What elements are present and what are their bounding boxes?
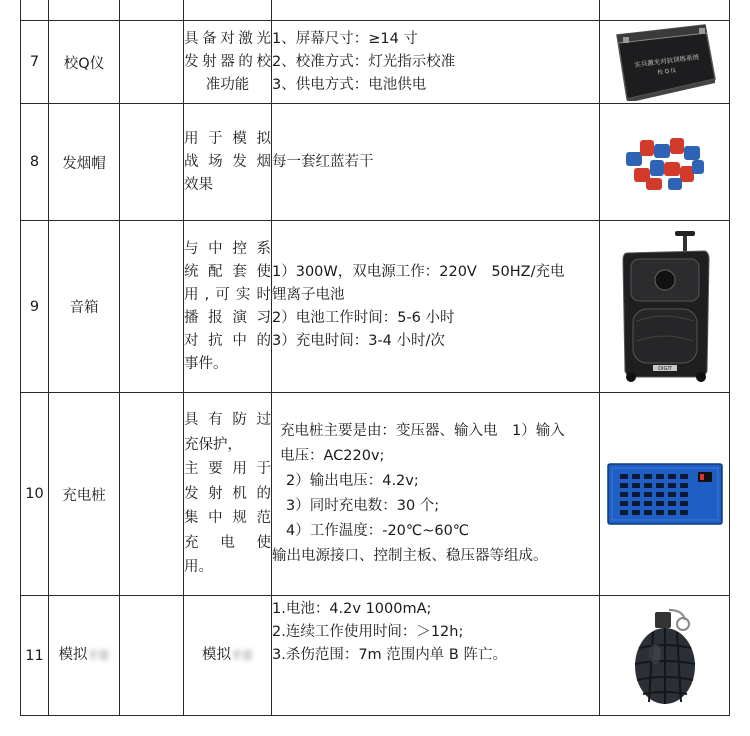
image-cell: [600, 393, 730, 596]
charging-port: [656, 510, 664, 515]
charging-port: [680, 492, 688, 497]
charging-port: [632, 501, 640, 506]
charging-port: [632, 483, 640, 488]
function-cell: 具有防过 充保护， 主要用于 发射机的 集中规范 充 电 使 用。: [184, 393, 272, 596]
model-cell: [120, 21, 184, 104]
image-cell: [600, 596, 730, 716]
charging-port: [632, 510, 640, 515]
equipment-name: 音箱: [49, 221, 120, 393]
model-cell: [120, 104, 184, 221]
case-sublabel: 校 Q 仪: [656, 67, 677, 77]
charging-port: [632, 474, 640, 479]
charging-station-image: [606, 462, 724, 526]
grenade-image: [625, 604, 705, 708]
row-index: 10: [21, 393, 49, 596]
charging-port: [656, 483, 664, 488]
function-cell: 模拟手雷: [184, 596, 272, 716]
speaker-image: [617, 231, 713, 383]
charging-port: [668, 501, 676, 506]
function-cell: 具备对激光 发射器的校 准功能: [184, 21, 272, 104]
row-index: 11: [21, 596, 49, 716]
charging-port: [668, 510, 676, 515]
charging-port: [656, 492, 664, 497]
table-row: [21, 221, 730, 393]
charging-port: [668, 492, 676, 497]
charging-port: [680, 474, 688, 479]
spec-cell: 每一套红蓝若干: [272, 104, 600, 221]
speaker-brand: DIGIT: [657, 365, 672, 372]
equipment-name: 校Q仪: [49, 21, 120, 104]
function-cell: 用于模拟 战场发烟 效果: [184, 104, 272, 221]
spec-cell: 1）300W，双电源工作：220V 50HZ/充电 锂离子电池 2）电池工作时间：5-6 小时 3）充电时间：3-4 小时/次: [272, 221, 600, 393]
image-cell: [600, 104, 730, 221]
equipment-name: 充电桩: [49, 393, 120, 596]
instrument-case-image: [609, 23, 721, 101]
charging-port: [668, 474, 676, 479]
charging-port: [620, 510, 628, 515]
table-row-top-partial: [21, 0, 730, 21]
charging-port: [644, 474, 652, 479]
case-label: 实兵激光对抗训练系统: [633, 53, 700, 69]
table-row: [21, 393, 730, 596]
equipment-name: 模拟手雷: [49, 596, 120, 716]
charging-port: [680, 483, 688, 488]
spec-cell: 1、屏幕尺寸：≥14 寸 2、校准方式：灯光指示校准 3、供电方式：电池供电: [272, 21, 600, 104]
charging-port: [680, 501, 688, 506]
spec-cell: 充电桩主要是由：变压器、输入电 1）输入 电压：AC220v; 2）输出电压：4.2v; 3）同时充电数：30 个; 4）工作温度：-20℃~60℃ 输出电源接口、控制主板、稳压器等组成。: [272, 393, 600, 596]
charging-port: [644, 483, 652, 488]
image-cell: [600, 21, 730, 104]
charging-port: [656, 501, 664, 506]
charging-port: [620, 474, 628, 479]
charging-port: [644, 492, 652, 497]
function-cell: 与中控系 统配套使 用,可实时 播报演习 对抗中的 事件。: [184, 221, 272, 393]
row-index: 9: [21, 221, 49, 393]
charging-port: [620, 501, 628, 506]
table-row: [21, 596, 730, 716]
charging-port: [620, 492, 628, 497]
row-index: 7: [21, 21, 49, 104]
model-cell: [120, 393, 184, 596]
blurred-text: 手雷: [87, 649, 110, 662]
image-cell: [600, 221, 730, 393]
table-row: [21, 104, 730, 221]
equipment-spec-table: [20, 0, 730, 716]
row-index: 8: [21, 104, 49, 221]
model-cell: [120, 221, 184, 393]
table-row: [21, 21, 730, 104]
charging-port: [632, 492, 640, 497]
charging-port: [644, 501, 652, 506]
spec-cell: 1.电池：4.2v 1000mA; 2.连续工作使用时间：＞12h; 3.杀伤范围：7m 范围内单 B 阵亡。: [272, 596, 600, 716]
charging-port: [620, 483, 628, 488]
charging-port: [680, 510, 688, 515]
model-cell: [120, 596, 184, 716]
charging-port: [656, 474, 664, 479]
smoke-caps-image: [620, 130, 710, 194]
charging-port: [668, 483, 676, 488]
blurred-text: 手雷: [231, 649, 253, 662]
equipment-name: 发烟帽: [49, 104, 120, 221]
charging-port: [644, 510, 652, 515]
